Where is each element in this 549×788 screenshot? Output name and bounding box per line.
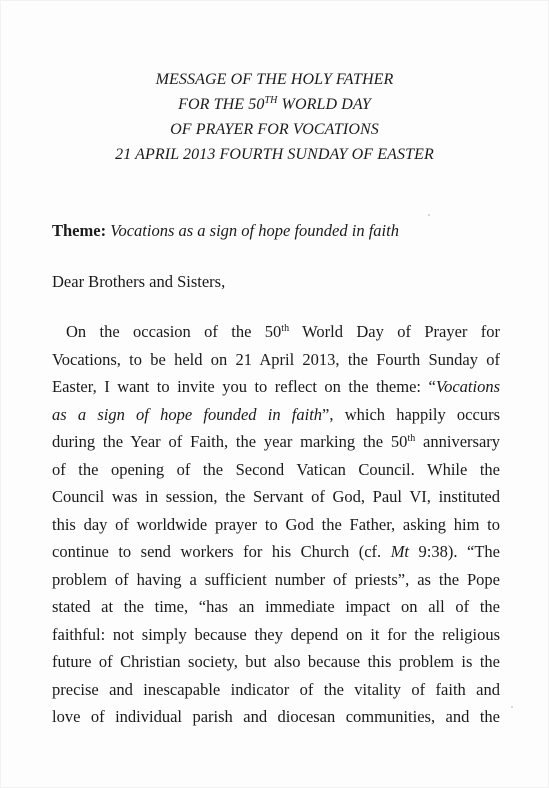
title-line-2-prefix: FOR THE 50 — [178, 96, 265, 113]
theme-line — [52, 221, 399, 241]
text-run: On the occasion of the 50 — [66, 322, 282, 341]
text-run: 9:38). “The — [409, 542, 500, 561]
text-run: Easter, I want to invite you to reflect on the theme: “ — [52, 377, 436, 396]
title-line-2-suffix: WORLD DAY — [277, 96, 371, 113]
title-line-1: MESSAGE OF THE HOLY FATHER — [155, 71, 394, 88]
paragraph-line: stated at the time, “has an immediate impact on all of the — [52, 597, 500, 616]
text-run: continue to send workers for his Church (cf. — [52, 542, 391, 561]
paragraph-line: Council was in session, the Servant of God, Paul VI, instituted — [52, 487, 500, 506]
title-ordinal-superscript: TH — [264, 95, 278, 106]
title-line-3: OF PRAYER FOR VOCATIONS — [170, 121, 379, 138]
quoted-theme-text: Vocations — [435, 377, 500, 396]
message-title — [0, 67, 549, 167]
salutation: Dear Brothers and Sisters, — [52, 272, 226, 291]
paragraph-line — [52, 538, 500, 566]
paragraph-line: precise and inescapable indicator of the vitality of faith and — [52, 679, 500, 699]
body-paragraph — [52, 318, 500, 731]
theme-text: Vocations as a sign of hope founded in faith — [110, 221, 399, 240]
theme-label: Theme: — [52, 221, 107, 240]
scripture-reference: Mt — [390, 542, 410, 561]
ordinal-superscript: th — [281, 323, 290, 334]
text-run: during the Year of Faith, the year marking the 50 — [52, 432, 408, 451]
paragraph-line: Vocations, to be held on 21 April 2013, the Fourth Sunday of — [52, 349, 500, 369]
ordinal-superscript: th — [407, 433, 416, 444]
paragraph-line: future of Christian society, but also because this problem is the — [52, 652, 500, 671]
paragraph-line — [52, 428, 500, 456]
scan-speck — [511, 706, 513, 708]
paragraph-line — [52, 401, 500, 429]
text-run: World Day of Prayer for — [289, 322, 500, 341]
text-run: ”, which happily occurs — [322, 404, 500, 424]
scan-speck — [428, 214, 430, 216]
paragraph-line: problem of having a sufficient number of priests”, as the Pope — [52, 569, 500, 589]
paragraph-line: of the opening of the Second Vatican Council. While the — [52, 459, 500, 479]
paragraph-line: faithful: not simply because they depend on it for the religious — [52, 624, 500, 644]
quoted-theme-text: as a sign of hope founded in faith — [52, 404, 323, 424]
text-run: anniversary — [415, 432, 501, 451]
title-line-2 — [0, 92, 549, 117]
paragraph-line — [52, 318, 500, 346]
paragraph-line: this day of worldwide prayer to God the Father, asking him to — [52, 514, 500, 534]
paragraph-line — [52, 373, 500, 401]
paragraph-line: love of individual parish and diocesan communities, and the — [52, 707, 500, 726]
title-line-4: 21 APRIL 2013 FOURTH SUNDAY OF EASTER — [115, 146, 434, 163]
